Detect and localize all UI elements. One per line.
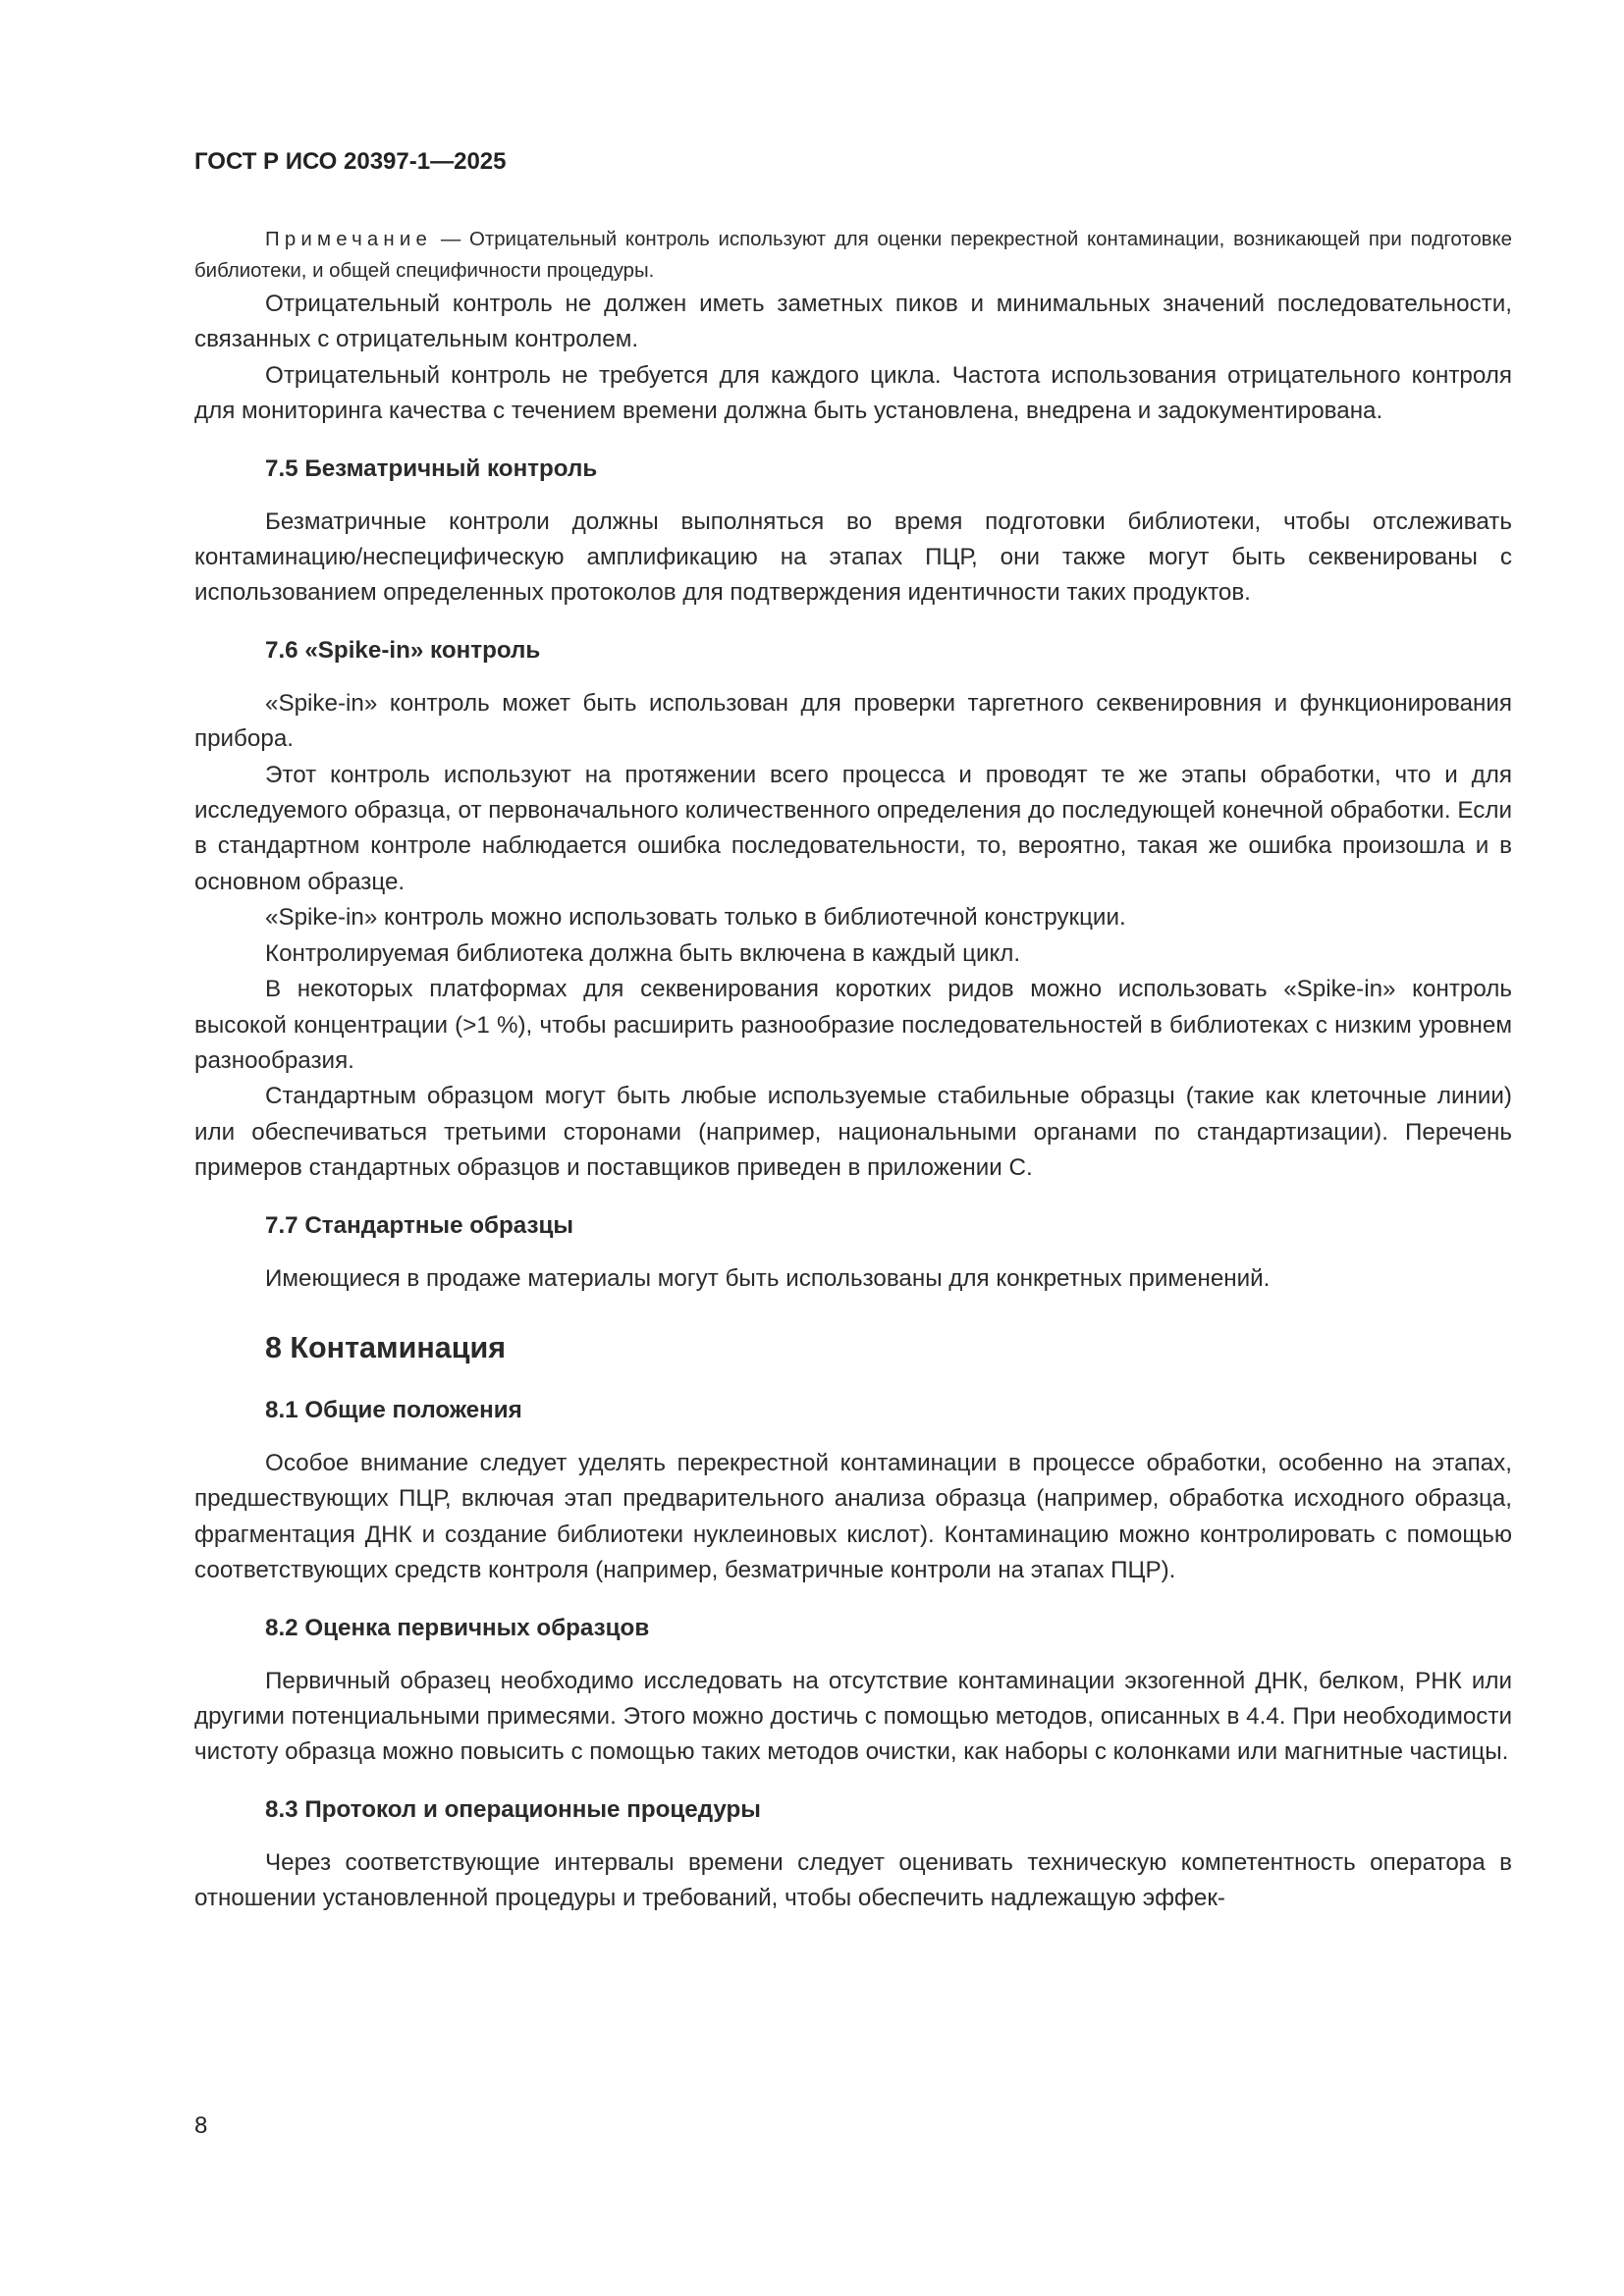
section-heading-7-6: 7.6 «Spike-in» контроль [265, 636, 541, 664]
document-header: ГОСТ Р ИСО 20397-1—2025 [194, 148, 507, 175]
section-heading-8-2: 8.2 Оценка первичных образцов [265, 1614, 650, 1641]
paragraph: Этот контроль используют на протяжении всего процесса и проводят те же этапы обработки, что и для исследуемого образца, от первоначального количественного определения до последующей конечной обработки. Если в стандартном контроле наблюдается ошибка последовательности, то, вероятно, такая же ошибка произошла и в основном образце. [194, 761, 1512, 895]
page-number: 8 [194, 2112, 208, 2139]
paragraph: Стандартным образцом могут быть любые используемые стабильные образцы (такие как клеточные линии) или обеспечиваться третьими сторонами (например, национальными органами по стандартизации). Перечень примеров стандартных образцов и поставщиков приведен в приложении С. [194, 1083, 1512, 1182]
paragraph: «Spike-in» контроль может быть использован для проверки таргетного секвенировния и функционирования прибора. [194, 689, 1512, 753]
section-heading-7-5: 7.5 Безматричный контроль [265, 454, 598, 482]
section-heading-8-3: 8.3 Протокол и операционные процедуры [265, 1795, 761, 1823]
paragraph: Первичный образец необходимо исследовать на отсутствие контаминации экзогенной ДНК, белком, РНК или другими потенциальными примесями. Этого можно достичь с помощью методов, описанных в 4.4. При необходимости чистоту образца можно повысить с помощью таких методов очистки, как наборы с колонками или магнитные частицы. [194, 1667, 1512, 1766]
chapter-heading-8: 8 Контаминация [265, 1330, 506, 1364]
section-heading-7-7: 7.7 Стандартные образцы [265, 1211, 574, 1239]
paragraph: Через соответствующие интервалы времени следует оценивать техническую компетентность оператора в отношении установленной процедуры и требований, чтобы обеспечить надлежащую эффек- [194, 1848, 1512, 1912]
paragraph: Контролируемая библиотека должна быть включена в каждый цикл. [265, 939, 1021, 967]
paragraph: Особое внимание следует уделять перекрестной контаминации в процессе обработки, особенно на этапах, предшествующих ПЦР, включая этап предварительного анализа образца (например, обработка исходного образца, фрагментация ДНК и создание библиотеки нуклеиновых кислот). Контаминацию можно контролировать с помощью соответствующих средств контроля (например, безматричные контроли на этапах ПЦР). [194, 1449, 1512, 1584]
note [194, 224, 1512, 287]
section-heading-8-1: 8.1 Общие положения [265, 1396, 522, 1423]
paragraph: В некоторых платформах для секвенирования коротких ридов можно использовать «Spike-in» контроль высокой концентрации (>1 %), чтобы расширить разнообразие последовательностей в библиотеках с низким уровнем разнообразия. [194, 976, 1512, 1074]
paragraph: Отрицательный контроль не требуется для каждого цикла. Частота использования отрицательного контроля для мониторинга качества с течением времени должна быть установлена, внедрена и задокументирована. [194, 361, 1512, 425]
note-text: — Отрицательный контроль используют для оценки перекрестной контаминации, возникающей при подготовке библиотеки, и общей специфичности процедуры. [194, 229, 1512, 282]
paragraph: «Spike-in» контроль можно использовать только в библиотечной конструкции. [265, 904, 1126, 932]
note-label: Примечание [265, 229, 433, 250]
document-body [194, 224, 1512, 1917]
paragraph: Отрицательный контроль не должен иметь заметных пиков и минимальных значений последовательности, связанных с отрицательным контролем. [194, 291, 1512, 353]
paragraph: Имеющиеся в продаже материалы могут быть использованы для конкретных применений. [265, 1264, 1271, 1292]
paragraph: Безматричные контроли должны выполняться во время подготовки библиотеки, чтобы отслеживать контаминацию/неспецифическую амплификацию на этапах ПЦР, они также могут быть секвенированы с использованием определенных протоколов для подтверждения идентичности таких продуктов. [194, 507, 1512, 607]
